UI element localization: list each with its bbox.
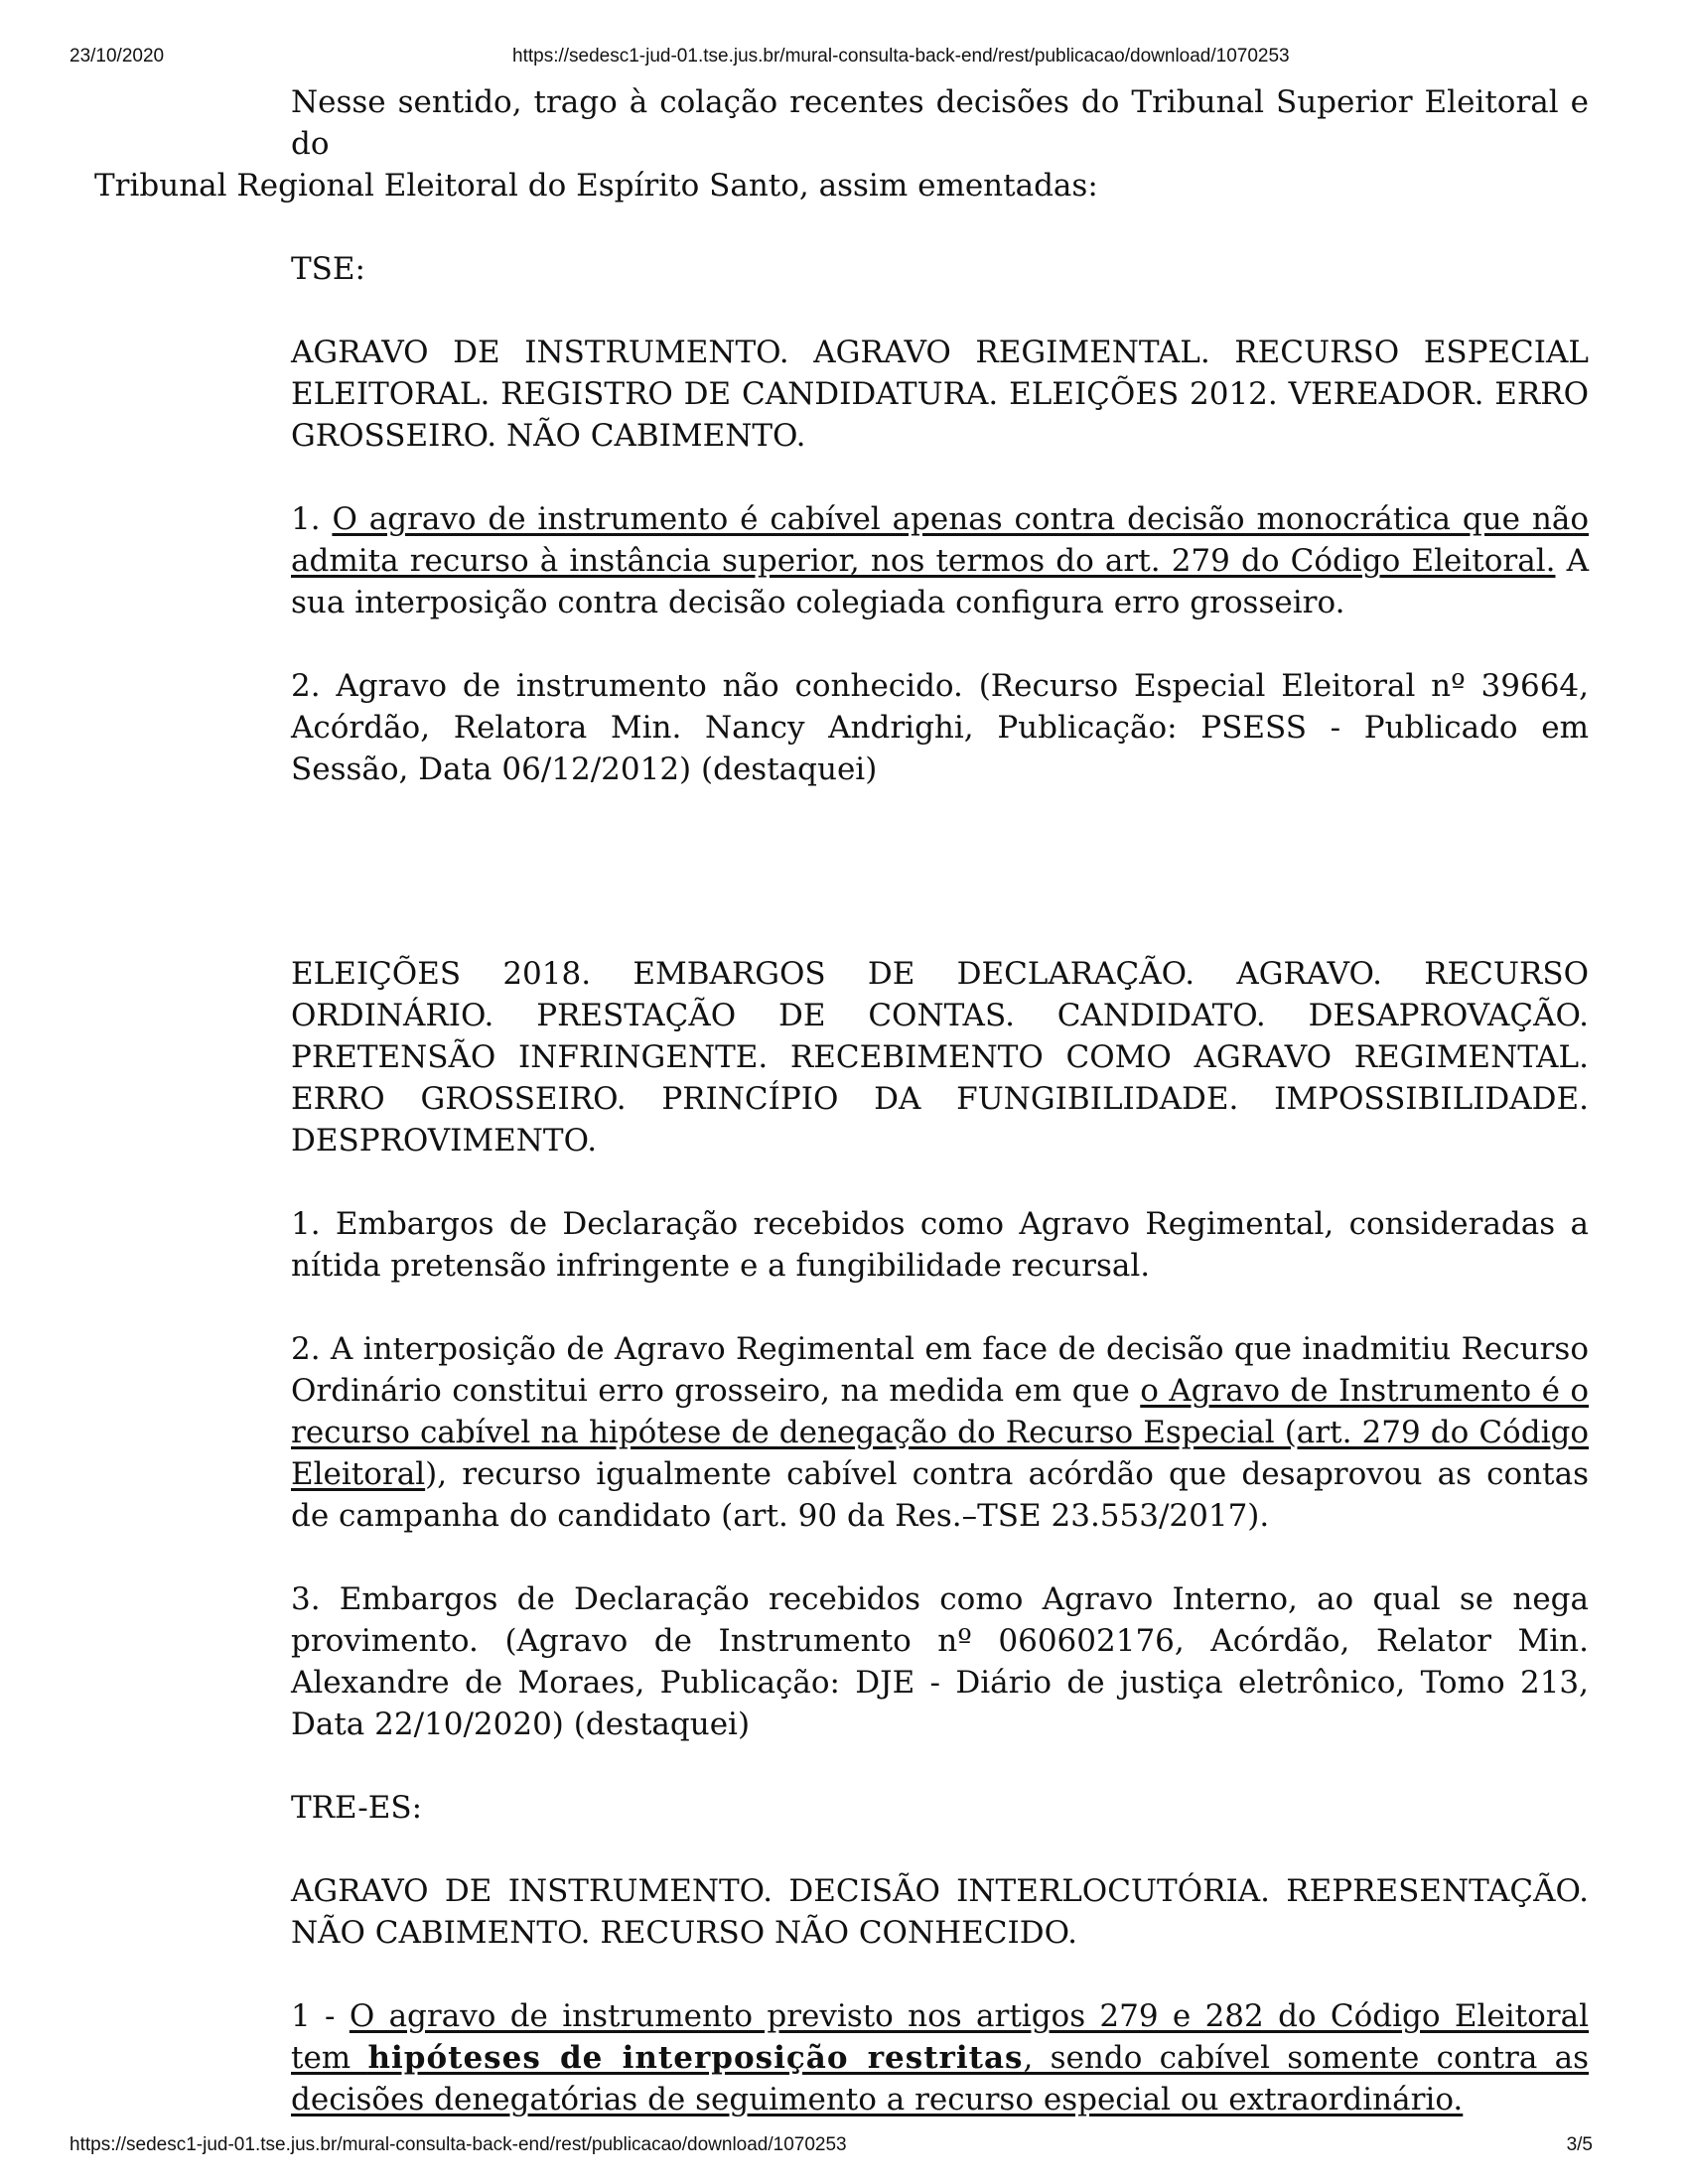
intro-line-1: Nesse sentido, trago à colação recentes decisões do Tribunal Superior Eleitoral e do (291, 84, 1589, 162)
ementa-1-item-2: 2. Agravo de instrumento não conhecido. (Recurso Especial Eleitoral nº 39664, Acórdão, Relatora Min. Nancy Andrighi, Publicação: PSESS - Publicado em Sessão, Data 06/12/2012) (destaquei) (291, 668, 1589, 787)
ementa-1-item-1 (291, 498, 1589, 623)
underlined-text: o Agravo de Instrumento é o recurso cabível na hipótese de denegação do Recurso Especial (art. 279 do Código Eleitoral (291, 1373, 1590, 1492)
item-number: 1. (291, 501, 333, 537)
item-text: 2. A interposição de Agravo Regimental em face de decisão que inadmitiu Recurso Ordinário constitui erro grosseiro, na medida em que (291, 1331, 1589, 1409)
print-footer-url: https://sedesc1-jud-01.tse.jus.br/mural-consulta-back-end/rest/publicacao/download/1070253 (70, 2134, 847, 2155)
ementa-2-heading: ELEIÇÕES 2018. EMBARGOS DE DECLARAÇÃO. AGRAVO. RECURSO ORDINÁRIO. PRESTAÇÃO DE CONTAS. CANDIDATO. DESAPROVAÇÃO. PRETENSÃO INFRINGENTE. RECEBIMENTO COMO AGRAVO REGIMENTAL. ERRO GROSSEIRO. PRINCÍPIO DA FUNGIBILIDADE. IMPOSSIBILIDADE. DESPROVIMENTO. (291, 956, 1589, 1159)
document-body (94, 81, 1590, 2120)
underlined-text: O agravo de instrumento previsto nos artigos 279 e 282 do Código Eleitoral tem (291, 1998, 1590, 2076)
intro-paragraph (94, 81, 1589, 206)
tse-label: TSE: (291, 251, 365, 287)
ementa-3-heading: AGRAVO DE INSTRUMENTO. DECISÃO INTERLOCUTÓRIA. REPRESENTAÇÃO. NÃO CABIMENTO. RECURSO NÃO CONHECIDO. (291, 1873, 1589, 1951)
item-text-rest: ), recurso igualmente cabível contra acórdão que desaprovou as contas de campanha do candidato (art. 90 da Res.–TSE 23.553/2017). (291, 1456, 1589, 1534)
underlined-text-rest: , sendo cabível somente contra as decisões denegatórias de seguimento a recurso especial ou extraordinário. (291, 2040, 1589, 2117)
bold-underlined-text: hipóteses de interposição restritas (367, 2040, 1024, 2076)
ementa-2-item-3: 3. Embargos de Declaração recebidos como Agravo Interno, ao qual se nega provimento. (Agravo de Instrumento nº 060602176, Acórdão, Relator Min. Alexandre de Moraes, Publicação: DJE - Diário de justiça eletrônico, Tomo 213, Data 22/10/2020) (destaquei) (291, 1581, 1589, 1742)
underlined-text: O agravo de instrumento é cabível apenas contra decisão monocrática que não admita recurso à instância superior, nos termos do art. 279 do Código Eleitoral. (291, 501, 1589, 579)
intro-line-2: Tribunal Regional Eleitoral do Espírito Santo, assim ementadas: (94, 168, 1098, 204)
page-number: 3/5 (1566, 2134, 1593, 2155)
print-date: 23/10/2020 (70, 46, 165, 67)
ementa-1-heading: AGRAVO DE INSTRUMENTO. AGRAVO REGIMENTAL. RECURSO ESPECIAL ELEITORAL. REGISTRO DE CANDIDATURA. ELEIÇÕES 2012. VEREADOR. ERRO GROSSEIRO. NÃO CABIMENTO. (291, 335, 1589, 454)
ementa-2-item-2 (291, 1328, 1589, 1537)
ementa-2-item-1: 1. Embargos de Declaração recebidos como Agravo Regimental, consideradas a nítida pretensão infringente e a fungibilidade recursal. (291, 1206, 1589, 1284)
tre-es-label: TRE-ES: (291, 1790, 423, 1826)
print-header-url: https://sedesc1-jud-01.tse.jus.br/mural-consulta-back-end/rest/publicacao/download/1070253 (512, 46, 1290, 67)
item-number: 1 - (291, 1998, 350, 2034)
ementa-3-item-1 (291, 1995, 1589, 2120)
item-text: A sua interposição contra decisão colegiada configura erro grosseiro. (291, 543, 1590, 620)
